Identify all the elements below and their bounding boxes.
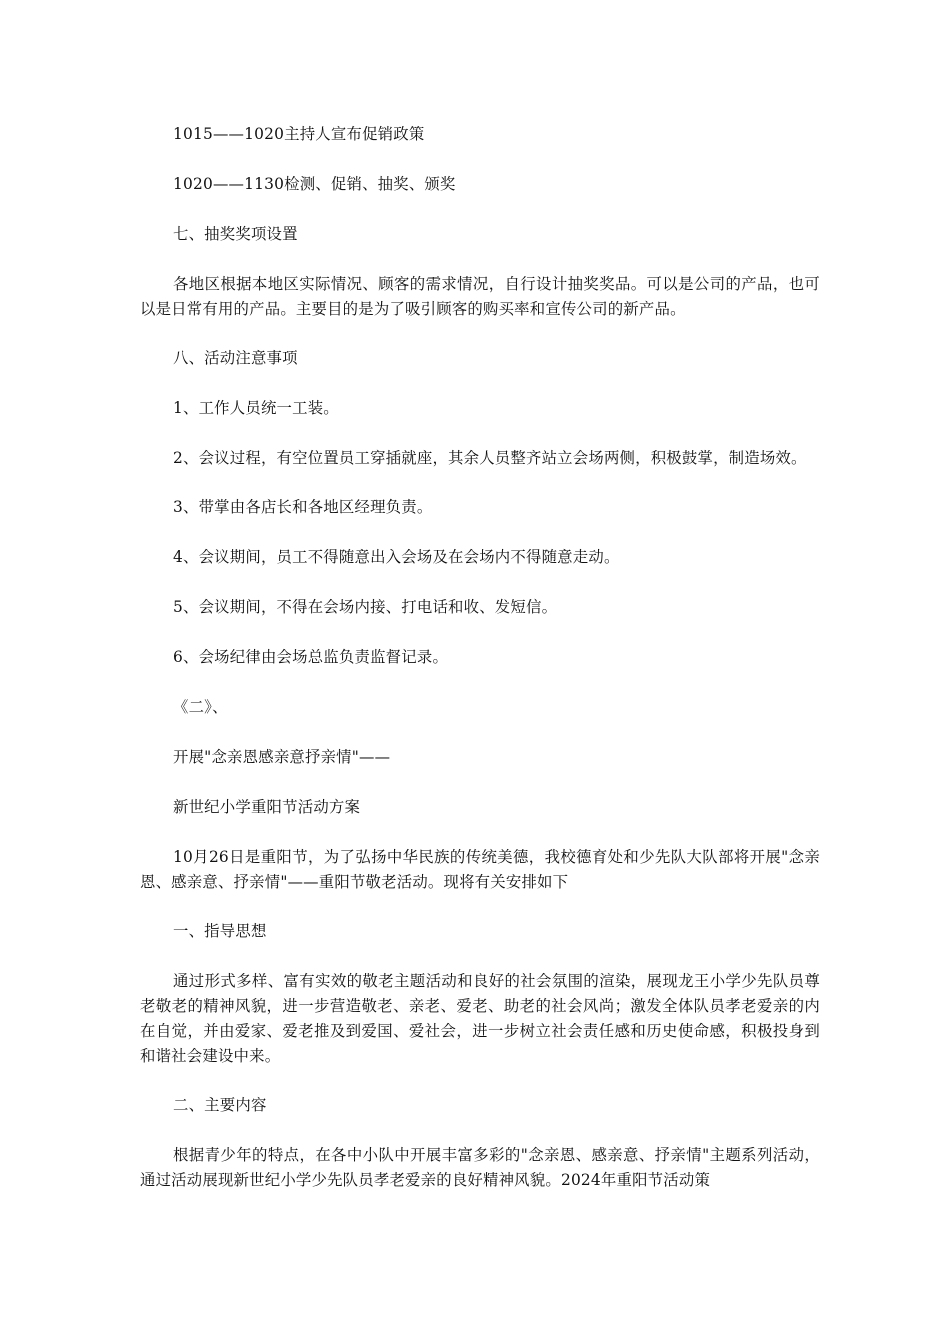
note-item-1: 1、工作人员统一工装。 bbox=[173, 399, 339, 417]
intro-paragraph: 10月26日是重阳节，为了弘扬中华民族的传统美德，我校德育处和少先队大队部将开展"念亲恩、感亲意、抒亲情"——重阳节敬老活动。现将有关安排如下 bbox=[140, 848, 820, 891]
section-heading-notes: 八、活动注意事项 bbox=[173, 349, 298, 367]
section-heading-guiding-idea: 一、指导思想 bbox=[173, 922, 267, 940]
guiding-idea-paragraph: 通过形式多样、富有实效的敬老主题活动和良好的社会氛围的渲染，展现龙王小学少先队员尊老敬老的精神风貌，进一步营造敬老、亲老、爱老、助老的社会风尚；激发全体队员孝老爱亲的内在自觉，并由爱家、爱老推及到爱国、爱社会，进一步树立社会责任感和历史使命感，积极投身到和谐社会建设中来。 bbox=[140, 972, 820, 1065]
note-item-4: 4、会议期间，员工不得随意出入会场及在会场内不得随意走动。 bbox=[173, 548, 620, 566]
activity-title-line-1: 开展"念亲恩感亲意抒亲情"—— bbox=[173, 748, 391, 766]
main-content-paragraph: 根据青少年的特点，在各中小队中开展丰富多彩的"念亲恩、感亲意、抒亲情"主题系列活动，通过活动展现新世纪小学少先队员孝老爱亲的良好精神风貌。2024年重阳节活动策 bbox=[140, 1146, 820, 1189]
note-item-3: 3、带掌由各店长和各地区经理负责。 bbox=[173, 498, 433, 516]
prize-settings-paragraph: 各地区根据本地区实际情况、顾客的需求情况，自行设计抽奖奖品。可以是公司的产品，也可以是日常有用的产品。主要目的是为了吸引顾客的购买率和宣传公司的新产品。 bbox=[140, 275, 820, 318]
note-item-2: 2、会议过程，有空位置员工穿插就座，其余人员整齐站立会场两侧，积极鼓掌，制造场效。 bbox=[173, 449, 807, 467]
part-two-marker: 《二》、 bbox=[173, 698, 228, 716]
schedule-line-1: 1015——1020主持人宣布促销政策 bbox=[173, 125, 425, 143]
note-item-5: 5、会议期间，不得在会场内接、打电话和收、发短信。 bbox=[173, 598, 558, 616]
section-heading-main-content: 二、主要内容 bbox=[173, 1096, 267, 1114]
schedule-line-2: 1020——1130检测、促销、抽奖、颁奖 bbox=[173, 175, 456, 193]
section-heading-prize-settings: 七、抽奖奖项设置 bbox=[173, 225, 298, 243]
activity-title-line-2: 新世纪小学重阳节活动方案 bbox=[173, 798, 361, 816]
note-item-6: 6、会场纪律由会场总监负责监督记录。 bbox=[173, 648, 449, 666]
document-body bbox=[140, 122, 820, 1217]
